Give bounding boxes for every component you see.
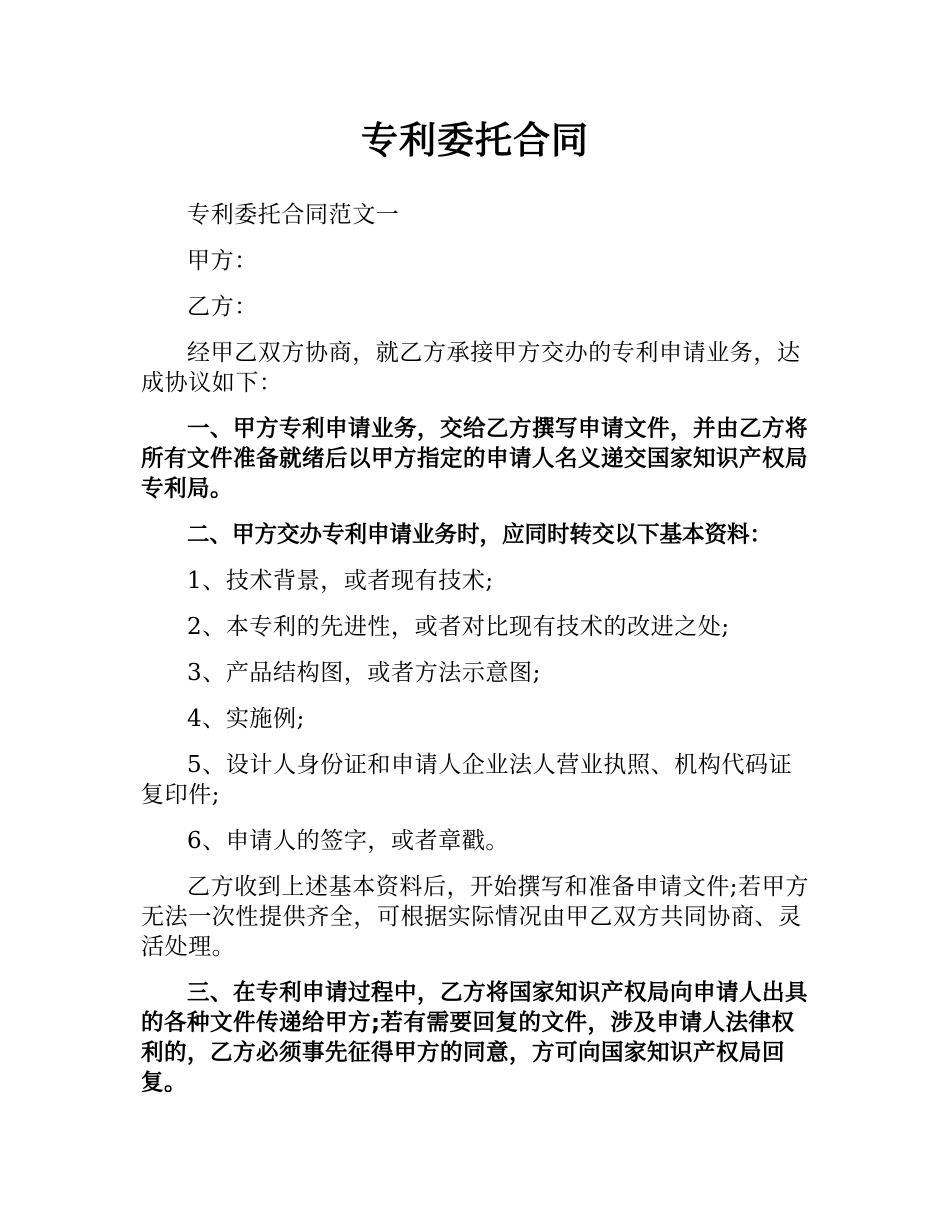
list-item-5: 5、设计人身份证和申请人企业法人营业执照、机构代码证复印件; — [141, 752, 793, 808]
list-item-4: 4、实施例; — [187, 706, 305, 732]
paragraph-subtitle: 专利委托合同范文一 — [187, 202, 400, 228]
clause-one: 一、甲方专利申请业务，交给乙方撰写申请文件，并由乙方将所有文件准备就绪后以甲方指定的申请人名义递交国家知识产权局专利局。 — [141, 416, 809, 502]
clause-two: 二、甲方交办专利申请业务时，应同时转交以下基本资料： — [187, 522, 773, 548]
document-title: 专利委托合同 — [361, 119, 589, 162]
list-item-2: 2、本专利的先进性，或者对比现有技术的改进之处; — [187, 614, 730, 640]
clause-three: 三、在专利申请过程中，乙方将国家知识产权局向申请人出具的各种文件传递给甲方;若有需要回复的文件，涉及申请人法律权利的，乙方必须事先征得甲方的同意，方可向国家知识产权局回复。 — [141, 980, 809, 1096]
list-item-1: 1、技术背景，或者现有技术; — [187, 568, 494, 594]
list-item-6: 6、申请人的签字，或者章戳。 — [187, 828, 510, 854]
list-item-3: 3、产品结构图，或者方法示意图; — [187, 660, 541, 686]
paragraph-party-b: 乙方： — [187, 294, 258, 320]
paragraph-party-a: 甲方： — [187, 248, 258, 274]
paragraph-processing: 乙方收到上述基本资料后，开始撰写和准备申请文件;若甲方无法一次性提供齐全，可根据实际情况由甲乙双方共同协商、灵活处理。 — [141, 874, 809, 960]
paragraph-preamble: 经甲乙双方协商，就乙方承接甲方交办的专利申请业务，达成协议如下： — [141, 340, 801, 396]
document-body — [141, 200, 815, 1114]
